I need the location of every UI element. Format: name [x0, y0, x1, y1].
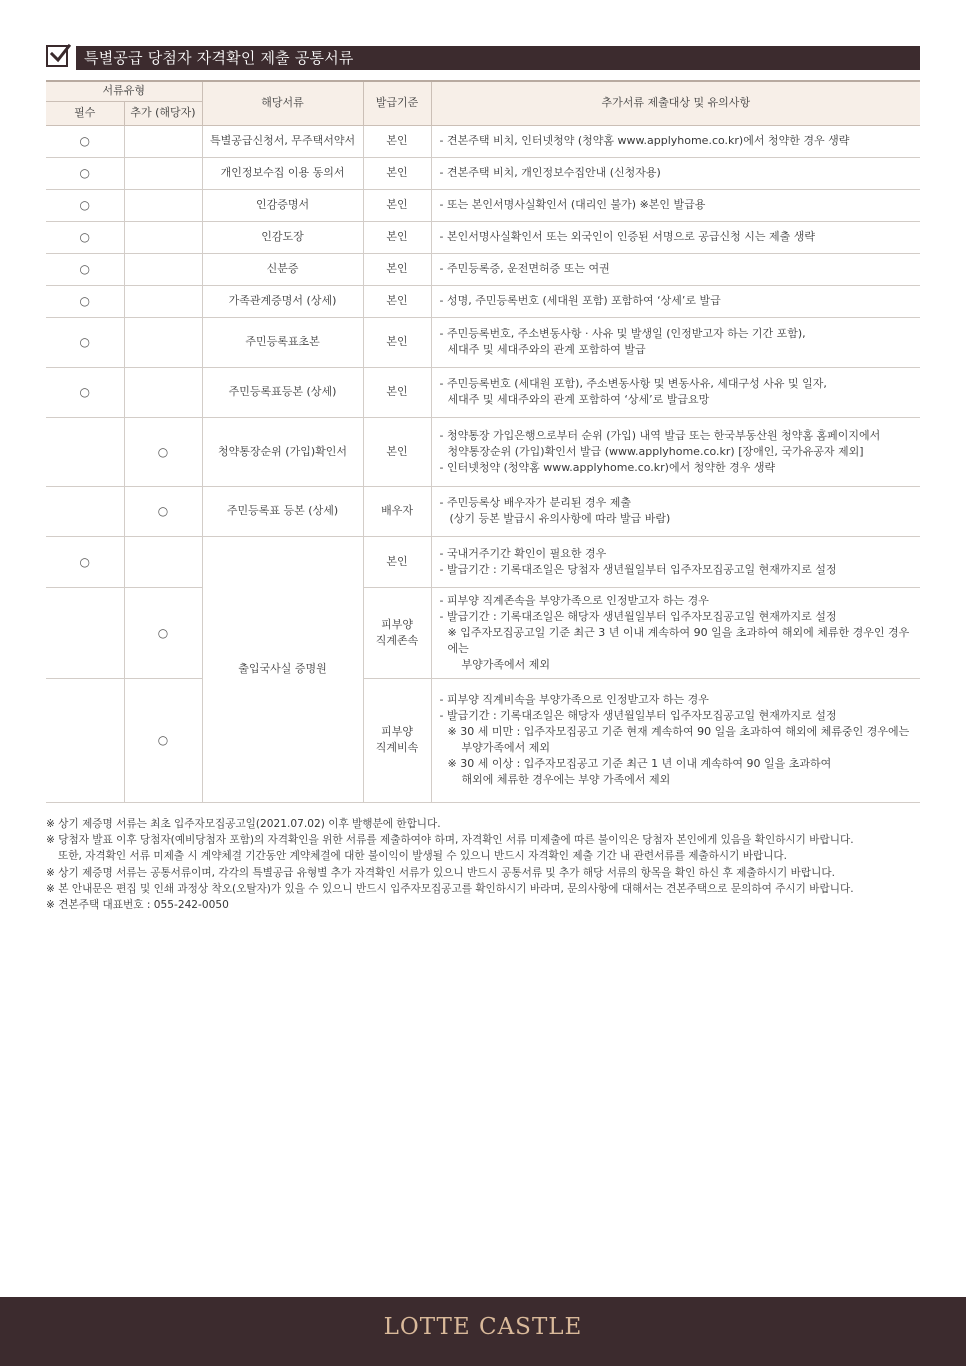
- additional-mark: ○: [124, 678, 202, 802]
- issuer: 본인: [363, 536, 431, 587]
- section-header: [46, 45, 920, 71]
- footnote: ※ 당첨자 발표 이후 당첨자(예비당첨자 포함)의 자격확인을 위한 서류를 제출하여야 하며, 자격확인 서류 미제출에 따른 불이익은 당첨자 본인에게 있음을 확인하시기 바랍니다.: [46, 834, 854, 847]
- issuer: 본인: [363, 317, 431, 367]
- issuer: 본인: [363, 417, 431, 486]
- table-row: [46, 678, 920, 802]
- additional-mark: [124, 125, 202, 157]
- notes: - 국내거주기간 확인이 필요한 경우 - 발급기간 : 기록대조일은 당첨자 생년월일부터 입주자모집공고일 현재까지로 설정: [431, 536, 920, 587]
- required-mark: ○: [46, 157, 124, 189]
- table-row: [46, 189, 920, 221]
- issuer: 본인: [363, 285, 431, 317]
- footnote: 또한, 자격확인 서류 미제출 시 계약체결 기간동안 계약체결에 대한 불이익이 발생될 수 있으니 반드시 자격확인 제출 기간 내 관련서류를 제출하시기 바랍니다.: [58, 850, 788, 863]
- notes: - 청약통장 가입은행으로부터 순위 (가입) 내역 발급 또는 한국부동산원 청약홈 홈페이지에서 청약통장순위 (가입)확인서 발급 (www.applyhome.co.kr) [장애인, 국가유공자 제외] - 인터넷청약 (청약홈 www.applyhome.co.kr)에서 청약한 경우 생략: [431, 417, 920, 486]
- notes: - 피부양 직계비속을 부양가족으로 인정받고자 하는 경우 - 발급기간 : 기록대조일은 해당자 생년월일부터 입주자모집공고일 현재까지로 설정 ※ 30 세 미만 : 입주자모집공고 기준 현재 계속하여 90 일을 초과하여 해외에 체류중인 경우에는 부양가족에서 제외 ※ 30 세 이상 : 입주자모집공고 기준 최근 1 년 이내 계속하여 90 일을 초과하여 해외에 체류한 경우에는 부양 가족에서 제외: [431, 678, 920, 802]
- notes: - 또는 본인서명사실확인서 (대리인 불가) ※본인 발급용: [431, 189, 920, 221]
- document-name: 주민등록표등본 (상세): [202, 367, 363, 417]
- table-row: [46, 536, 920, 587]
- issuer: 본인: [363, 189, 431, 221]
- required-mark: ○: [46, 253, 124, 285]
- footnote: ※ 상기 제증명 서류는 최초 입주자모집공고일(2021.07.02) 이후 발행분에 한합니다.: [46, 818, 441, 830]
- footnotes: [46, 816, 926, 913]
- document-name: 신분증: [202, 253, 363, 285]
- table-row: [46, 417, 920, 486]
- notes: - 주민등록번호 (세대원 포함), 주소변동사항 및 변동사유, 세대구성 사유 및 일자, 세대주 및 세대주와의 관계 포함하여 ‘상세’로 발급요망: [431, 367, 920, 417]
- additional-mark: ○: [124, 417, 202, 486]
- required-mark: ○: [46, 125, 124, 157]
- section-title: 특별공급 당첨자 자격확인 제출 공통서류: [76, 46, 920, 70]
- required-mark: [46, 417, 124, 486]
- header-notes: 추가서류 제출대상 및 유의사항: [431, 81, 920, 125]
- notes: - 피부양 직계존속을 부양가족으로 인정받고자 하는 경우 - 발급기간 : 기록대조일은 해당자 생년월일부터 입주자모집공고일 현재까지로 설정 ※ 입주자모집공고일 기준 최근 3 년 이내 계속하여 90 일을 초과하여 해외에 체류한 경우인 경우에는 부양가족에서 제외: [431, 587, 920, 678]
- notes: - 주민등록번호, 주소변동사항 · 사유 및 발생일 (인정받고자 하는 기간 포함), 세대주 및 세대주와의 관계 포함하여 발급: [431, 317, 920, 367]
- additional-mark: [124, 253, 202, 285]
- required-mark: [46, 678, 124, 802]
- table-row: [46, 367, 920, 417]
- notes: - 주민등록증, 운전면허증 또는 여권: [431, 253, 920, 285]
- footnote: ※ 상기 제증명 서류는 공통서류이며, 각각의 특별공급 유형별 추가 자격확인 서류가 있으니 반드시 공통서류 및 추가 해당 서류의 항목을 확인 하신 후 제출하시기 바랍니다.: [46, 866, 835, 879]
- required-mark: ○: [46, 536, 124, 587]
- document-name: 주민등록표초본: [202, 317, 363, 367]
- document-name: 청약통장순위 (가입)확인서: [202, 417, 363, 486]
- notes: - 본인서명사실확인서 또는 외국인이 인증된 서명으로 공급신청 시는 제출 생략: [431, 221, 920, 253]
- header-doc-type: 서류유형: [46, 81, 202, 101]
- table-row: [46, 285, 920, 317]
- issuer: 배우자: [363, 486, 431, 536]
- additional-mark: ○: [124, 486, 202, 536]
- documents-table: [46, 80, 920, 803]
- issuer: 본인: [363, 367, 431, 417]
- header-additional: 추가 (해당자): [124, 101, 202, 125]
- issuer: 본인: [363, 157, 431, 189]
- checkbox-icon: [46, 45, 68, 67]
- document-name: 개인정보수집 이용 동의서: [202, 157, 363, 189]
- brand-logo: LOTTE CASTLE: [383, 1314, 583, 1340]
- table-row: [46, 486, 920, 536]
- table-row: [46, 587, 920, 678]
- additional-mark: [124, 367, 202, 417]
- table-row: [46, 221, 920, 253]
- document-name: 인감도장: [202, 221, 363, 253]
- header-issuer: 발급기준: [363, 81, 431, 125]
- required-mark: ○: [46, 317, 124, 367]
- notes: - 견본주택 비치, 개인정보수집안내 (신청자용): [431, 157, 920, 189]
- additional-mark: [124, 221, 202, 253]
- required-mark: ○: [46, 285, 124, 317]
- issuer: 본인: [363, 253, 431, 285]
- document-name: 인감증명서: [202, 189, 363, 221]
- table-row: [46, 125, 920, 157]
- required-mark: ○: [46, 367, 124, 417]
- header-document: 해당서류: [202, 81, 363, 125]
- required-mark: [46, 587, 124, 678]
- footnote: ※ 본 안내문은 편집 및 인쇄 과정상 착오(오탈자)가 있을 수 있으니 반드시 입주자모집공고를 확인하시기 바라며, 문의사항에 대해서는 견본주택으로 문의하여 주시기 바랍니다.: [46, 882, 854, 895]
- issuer: 본인: [363, 221, 431, 253]
- additional-mark: [124, 189, 202, 221]
- footnote: ※ 견본주택 대표번호 : 055-242-0050: [46, 899, 229, 912]
- table-row: [46, 317, 920, 367]
- table-row: [46, 253, 920, 285]
- issuer: 피부양 직계존속: [363, 587, 431, 678]
- table-row: [46, 157, 920, 189]
- header-required: 필수: [46, 101, 124, 125]
- additional-mark: [124, 285, 202, 317]
- additional-mark: [124, 157, 202, 189]
- required-mark: ○: [46, 189, 124, 221]
- document-name: 주민등록표 등본 (상세): [202, 486, 363, 536]
- document-name: 출입국사실 증명원: [202, 536, 363, 802]
- footer: [0, 1297, 966, 1366]
- additional-mark: [124, 317, 202, 367]
- notes: - 주민등록상 배우자가 분리된 경우 제출 (상기 등본 발급시 유의사항에 따라 발급 바람): [431, 486, 920, 536]
- required-mark: ○: [46, 221, 124, 253]
- notes: - 견본주택 비치, 인터넷청약 (청약홈 www.applyhome.co.kr)에서 청약한 경우 생략: [431, 125, 920, 157]
- issuer: 본인: [363, 125, 431, 157]
- additional-mark: [124, 536, 202, 587]
- required-mark: [46, 486, 124, 536]
- additional-mark: ○: [124, 587, 202, 678]
- document-name: 가족관계증명서 (상세): [202, 285, 363, 317]
- notes: - 성명, 주민등록번호 (세대원 포함) 포함하여 ‘상세’로 발급: [431, 285, 920, 317]
- document-name: 특별공급신청서, 무주택서약서: [202, 125, 363, 157]
- issuer: 피부양 직계비속: [363, 678, 431, 802]
